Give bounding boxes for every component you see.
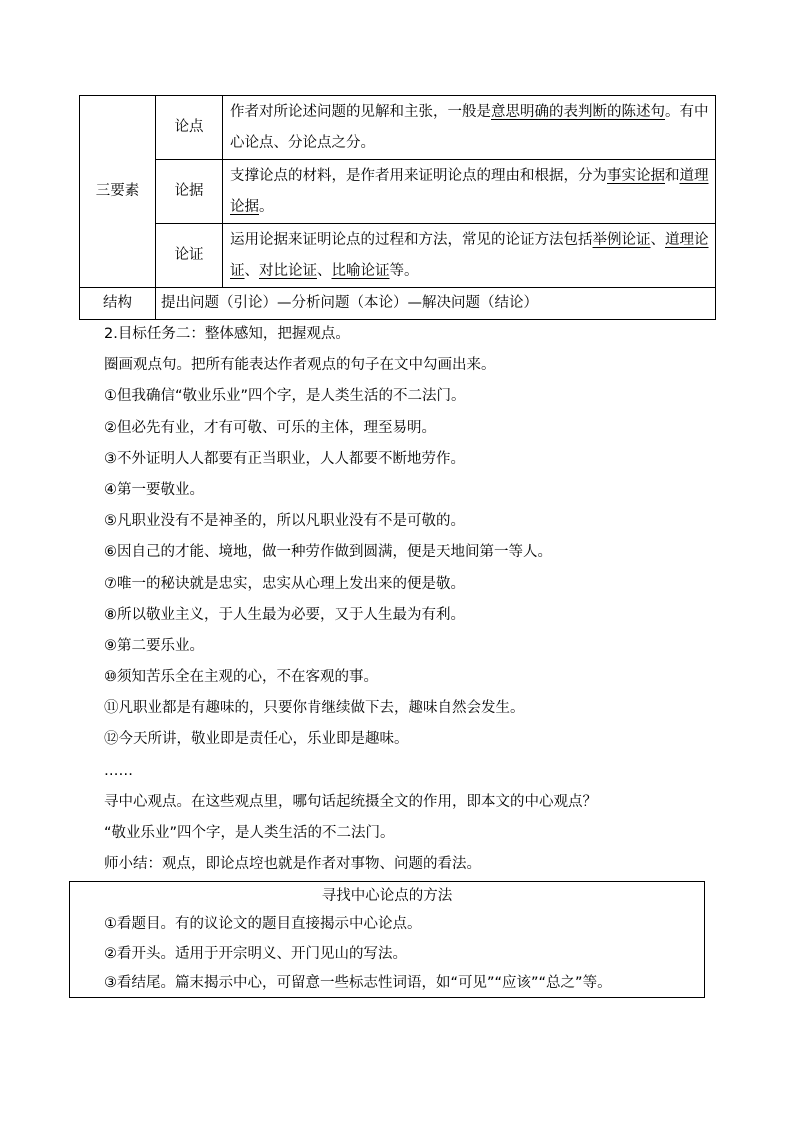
question-line: 寻中心观点。在这些观点里，哪句话起统摄全文的作用，即本文的中心观点？ xyxy=(104,793,597,810)
desc-argument xyxy=(223,96,716,160)
underlined-term: 事实论据 xyxy=(607,167,665,184)
list-item: ⑨第二要乐业。 xyxy=(104,637,204,654)
underlined-term: 道理论据 xyxy=(230,167,709,215)
list-item: ⑧所以敬业主义，于人生最为必要，又于人生最为有利。 xyxy=(104,606,465,623)
desc-text: 。有中心论点、分论点之分。 xyxy=(230,103,709,151)
table-row-evidence xyxy=(80,160,716,224)
underlined-term: 对比论证 xyxy=(259,262,317,279)
underlined-term: 意思明确的表判断的陈述句 xyxy=(491,103,665,120)
list-item: ②但必先有业，才有可敬、可乐的主体，理至易明。 xyxy=(104,419,436,436)
term-argument: 论点 xyxy=(156,96,223,160)
list-item: ③不外证明人人都要有正当职业，人人都要不断地劳作。 xyxy=(104,450,465,467)
desc-text: 、 xyxy=(244,262,259,279)
method-item: ①看题目。有的议论文的题目直接揭示中心论点。 xyxy=(104,916,422,932)
method-item: ③看结尾。篇末揭示中心，可留意一些标志性词语，如“可见”“应该”“总之”等。 xyxy=(104,975,612,991)
body-text xyxy=(104,319,704,880)
desc-text: 支撑论点的材料，是作者用来证明论点的理由和根据，分为 xyxy=(230,167,607,184)
group-label-three-elements: 三要素 xyxy=(80,96,156,288)
instruction-line: 圈画观点句。把所有能表达作者观点的句子在文中勾画出来。 xyxy=(104,357,496,374)
desc-text: 等。 xyxy=(389,262,419,279)
elements-table xyxy=(79,95,716,320)
ellipsis-line: …… xyxy=(104,762,133,779)
desc-evidence xyxy=(223,160,716,224)
list-item: ⑫今天所讲，敬业即是责任心，乐业即是趣味。 xyxy=(104,731,409,748)
method-box xyxy=(69,881,705,998)
structure-label: 结构 xyxy=(80,288,156,320)
desc-text: 、 xyxy=(317,262,332,279)
term-reasoning: 论证 xyxy=(156,224,223,288)
summary-line: 师小结：观点，即论点埪也就是作者对事物、问题的看法。 xyxy=(104,856,481,873)
desc-text: 作者对所论述问题的见解和主张，一般是 xyxy=(230,103,491,120)
underlined-term: 举例论证 xyxy=(592,231,651,248)
table-row-argument xyxy=(80,96,716,160)
desc-text: 。 xyxy=(259,198,274,215)
list-item: ⑦唯一的秘诀就是忠实，忠实从心理上发出来的便是敬。 xyxy=(104,575,465,592)
method-item: ②看开头。适用于开宗明义、开门见山的写法。 xyxy=(104,945,407,962)
desc-text: 和 xyxy=(665,167,680,184)
table-row-structure xyxy=(80,288,716,320)
term-evidence: 论据 xyxy=(156,160,223,224)
list-item: ⑤凡职业没有不是神圣的，所以凡职业没有不是可敬的。 xyxy=(104,513,465,530)
list-item: ⑩须知苦乐全在主观的心，不在客观的事。 xyxy=(104,669,378,686)
table-row-reasoning xyxy=(80,224,716,288)
task-heading: 2.目标任务二：整体感知，把握观点。 xyxy=(104,326,350,342)
list-item: ⑪凡职业都是有趣味的，只要你肯继续做下去，趣味自然会发生。 xyxy=(104,700,525,717)
list-item: ④第一要敬业。 xyxy=(104,481,204,498)
desc-reasoning xyxy=(223,224,716,288)
list-item: ⑥因自己的才能、境地，做一种劳作做到圆满，便是天地间第一等人。 xyxy=(104,544,552,561)
underlined-term: 道理论证 xyxy=(230,231,709,279)
method-box-title: 寻找中心论点的方法 xyxy=(321,888,453,904)
desc-text: 运用论据来证明论点的过程和方法，常见的论证方法包括 xyxy=(230,231,593,248)
underlined-term: 比喻论证 xyxy=(331,262,390,279)
answer-line: “敬业乐业”四个字，是人类生活的不二法门。 xyxy=(104,825,395,841)
desc-text: 、 xyxy=(650,231,665,248)
structure-text: 提出问题（引论）—分析问题（本论）—解决问题（结论） xyxy=(156,288,716,320)
list-item: ①但我确信“敬业乐业”四个字，是人类生活的不二法门。 xyxy=(104,388,466,405)
